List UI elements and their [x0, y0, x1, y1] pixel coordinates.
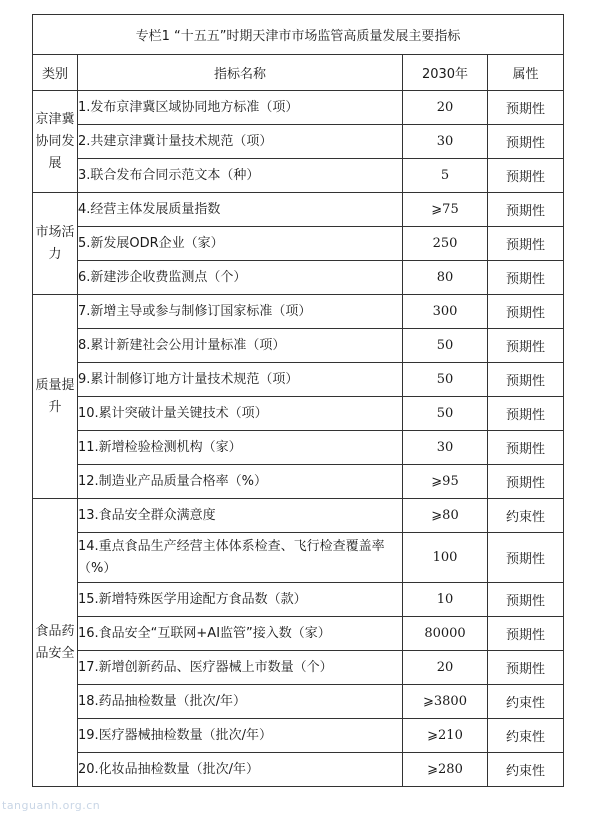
table-row — [33, 363, 564, 397]
indicator-value: ⩾80 — [403, 499, 488, 533]
indicator-name: 15.新增特殊医学用途配方食品数（款） — [78, 583, 403, 617]
indicator-value: 250 — [403, 227, 488, 261]
indicator-value: 5 — [403, 159, 488, 193]
indicator-value: 80 — [403, 261, 488, 295]
table-row — [33, 227, 564, 261]
indicator-name: 2.共建京津冀计量技术规范（项） — [78, 125, 403, 159]
indicator-name: 7.新增主导或参与制修订国家标准（项） — [78, 295, 403, 329]
table-row — [33, 329, 564, 363]
indicator-attribute: 预期性 — [488, 583, 564, 617]
indicator-attribute: 约束性 — [488, 685, 564, 719]
indicator-value: 30 — [403, 431, 488, 465]
table-row — [33, 685, 564, 719]
indicator-name: 10.累计突破计量关键技术（项） — [78, 397, 403, 431]
category-cell: 市场活力 — [33, 193, 78, 295]
header-target-2030: 2030年 — [403, 55, 488, 91]
table-row — [33, 651, 564, 685]
indicator-value: 50 — [403, 363, 488, 397]
indicator-attribute: 预期性 — [488, 397, 564, 431]
indicator-value: 30 — [403, 125, 488, 159]
indicator-value: ⩾3800 — [403, 685, 488, 719]
category-cell: 质量提升 — [33, 295, 78, 499]
indicator-attribute: 预期性 — [488, 125, 564, 159]
indicator-attribute: 预期性 — [488, 193, 564, 227]
indicator-name: 1.发布京津冀区域协同地方标准（项） — [78, 91, 403, 125]
indicator-value: ⩾95 — [403, 465, 488, 499]
header-category: 类别 — [33, 55, 78, 91]
indicator-value: 20 — [403, 651, 488, 685]
indicator-name: 5.新发展ODR企业（家） — [78, 227, 403, 261]
table-row — [33, 261, 564, 295]
indicator-value: ⩾280 — [403, 753, 488, 787]
indicator-name: 9.累计制修订地方计量技术规范（项） — [78, 363, 403, 397]
indicator-value: 20 — [403, 91, 488, 125]
indicator-name: 19.医疗器械抽检数量（批次/年） — [78, 719, 403, 753]
indicator-name: 3.联合发布合同示范文本（种） — [78, 159, 403, 193]
indicator-attribute: 预期性 — [488, 227, 564, 261]
category-cell: 京津冀协同发展 — [33, 91, 78, 193]
indicators-table — [32, 14, 564, 787]
indicator-value: 80000 — [403, 617, 488, 651]
table-row — [33, 753, 564, 787]
indicator-value: ⩾210 — [403, 719, 488, 753]
indicator-attribute: 预期性 — [488, 91, 564, 125]
table-row — [33, 193, 564, 227]
indicator-name: 16.食品安全“互联网+AI监管”接入数（家） — [78, 617, 403, 651]
indicator-attribute: 约束性 — [488, 719, 564, 753]
indicator-name: 12.制造业产品质量合格率（%） — [78, 465, 403, 499]
indicator-value: 10 — [403, 583, 488, 617]
indicator-attribute: 约束性 — [488, 499, 564, 533]
indicator-attribute: 预期性 — [488, 651, 564, 685]
indicator-value: 100 — [403, 533, 488, 583]
indicator-value: 50 — [403, 397, 488, 431]
table-row — [33, 617, 564, 651]
header-indicator-name: 指标名称 — [78, 55, 403, 91]
table-row — [33, 125, 564, 159]
indicator-attribute: 预期性 — [488, 295, 564, 329]
watermark-text: tanguanh.org.cn — [2, 799, 101, 812]
indicator-attribute: 预期性 — [488, 159, 564, 193]
indicator-attribute: 预期性 — [488, 261, 564, 295]
indicator-attribute: 约束性 — [488, 753, 564, 787]
table-caption: 专栏1 “十五五”时期天津市市场监管高质量发展主要指标 — [33, 15, 564, 55]
table-row — [33, 431, 564, 465]
indicator-name: 4.经营主体发展质量指数 — [78, 193, 403, 227]
indicator-attribute: 预期性 — [488, 465, 564, 499]
indicator-name: 13.食品安全群众满意度 — [78, 499, 403, 533]
indicator-attribute: 预期性 — [488, 533, 564, 583]
header-attribute: 属性 — [488, 55, 564, 91]
table-row — [33, 499, 564, 533]
table-row — [33, 719, 564, 753]
indicator-name: 14.重点食品生产经营主体体系检查、飞行检查覆盖率（%） — [78, 533, 403, 583]
table-row — [33, 159, 564, 193]
indicator-attribute: 预期性 — [488, 363, 564, 397]
table-row — [33, 295, 564, 329]
category-cell: 食品药品安全 — [33, 499, 78, 787]
table-row — [33, 583, 564, 617]
indicator-name: 6.新建涉企收费监测点（个） — [78, 261, 403, 295]
indicator-attribute: 预期性 — [488, 329, 564, 363]
indicator-name: 18.药品抽检数量（批次/年） — [78, 685, 403, 719]
table-row — [33, 533, 564, 583]
indicator-attribute: 预期性 — [488, 617, 564, 651]
indicator-name: 17.新增创新药品、医疗器械上市数量（个） — [78, 651, 403, 685]
table-row — [33, 465, 564, 499]
indicator-value: 50 — [403, 329, 488, 363]
table-row — [33, 91, 564, 125]
indicator-value: 300 — [403, 295, 488, 329]
indicator-name: 11.新增检验检测机构（家） — [78, 431, 403, 465]
table-row — [33, 397, 564, 431]
indicator-attribute: 预期性 — [488, 431, 564, 465]
indicator-name: 8.累计新建社会公用计量标准（项） — [78, 329, 403, 363]
indicator-value: ⩾75 — [403, 193, 488, 227]
indicator-name: 20.化妆品抽检数量（批次/年） — [78, 753, 403, 787]
